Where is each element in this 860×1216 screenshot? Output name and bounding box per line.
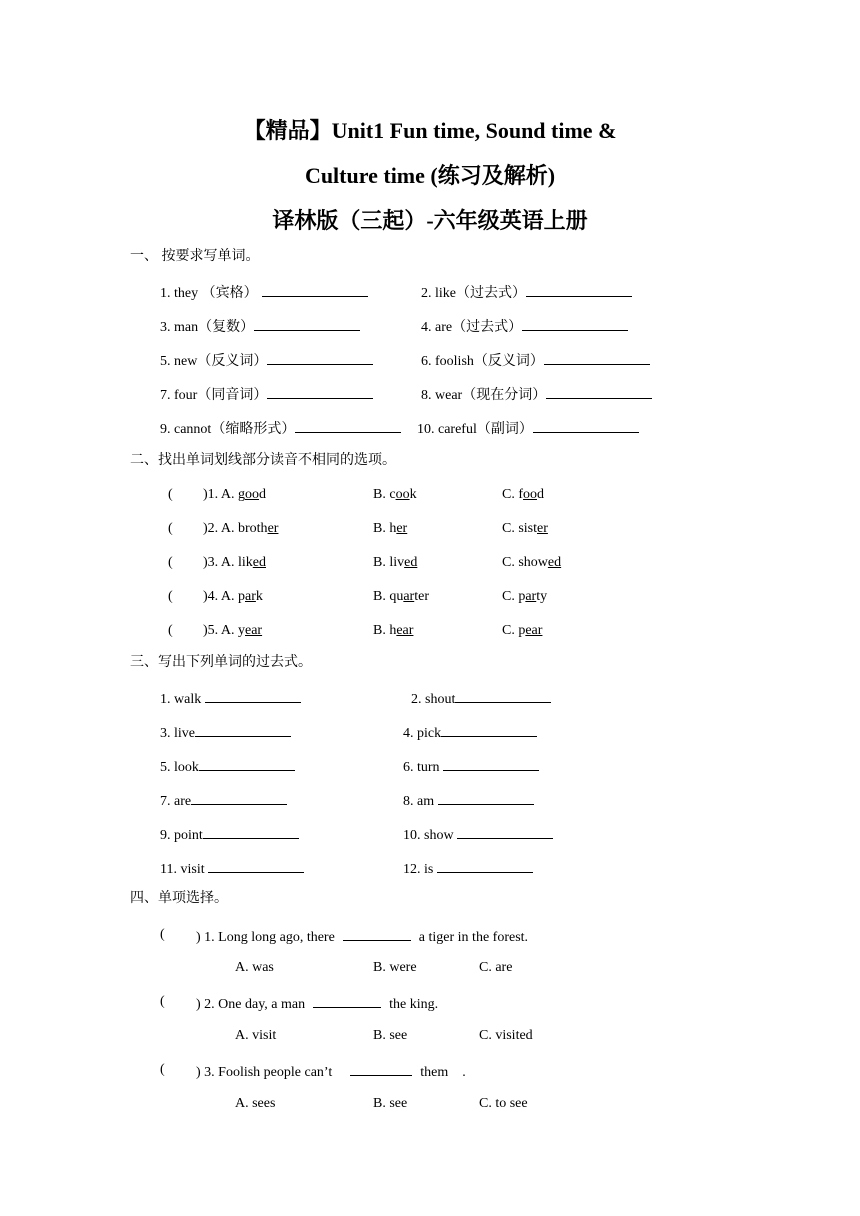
s4-q3-option-b[interactable]: B. see: [373, 1096, 408, 1111]
answer-blank[interactable]: [437, 858, 533, 873]
s1-item-4: 4. are（过去式）: [421, 316, 628, 337]
s3-item-4: 4. pick: [403, 722, 537, 743]
answer-blank[interactable]: [343, 926, 411, 941]
s4-q1-option-a[interactable]: A. was: [235, 960, 274, 975]
s3-item-9: 9. point: [160, 824, 299, 845]
answer-blank[interactable]: [199, 756, 295, 771]
s4-q3-paren: (: [160, 1062, 165, 1077]
answer-blank[interactable]: [544, 350, 650, 365]
s2-row-2-paren: (: [168, 521, 173, 536]
s2-row-3-option-b: B. lived: [373, 555, 418, 570]
answer-blank[interactable]: [208, 858, 304, 873]
s2-row-2-option-a: )2. A. brother: [203, 521, 279, 536]
s2-row-2-option-b: B. her: [373, 521, 408, 536]
s1-item-2: 2. like（过去式）: [421, 282, 632, 303]
s2-row-4-option-c: C. party: [502, 589, 548, 604]
answer-blank[interactable]: [203, 824, 299, 839]
s1-item-3: 3. man（复数）: [160, 316, 360, 337]
s2-row-4-option-a: )4. A. park: [203, 589, 263, 604]
s4-q2-stem: ) 2. One day, a man the king.: [196, 993, 438, 1014]
s2-row-4-paren: (: [168, 589, 173, 604]
answer-blank[interactable]: [295, 418, 401, 433]
answer-blank[interactable]: [350, 1061, 412, 1076]
s3-item-10: 10. show: [403, 824, 553, 845]
answer-blank[interactable]: [191, 790, 287, 805]
s2-row-4-option-b: B. quarter: [373, 589, 429, 604]
answer-blank[interactable]: [195, 722, 291, 737]
answer-blank[interactable]: [443, 756, 539, 771]
s2-row-1-option-c: C. food: [502, 487, 544, 502]
s1-item-1: 1. they （宾格）: [160, 282, 368, 303]
s2-row-5-option-c: C. pear: [502, 623, 543, 638]
answer-blank[interactable]: [526, 282, 632, 297]
s1-item-7: 7. four（同音词）: [160, 384, 373, 405]
s3-item-1: 1. walk: [160, 688, 301, 709]
s2-row-3-option-a: )3. A. liked: [203, 555, 266, 570]
s2-row-5-paren: (: [168, 623, 173, 638]
s4-q1-stem: ) 1. Long long ago, there a tiger in the forest.: [196, 926, 528, 947]
s3-item-6: 6. turn: [403, 756, 539, 777]
s3-item-5: 5. look: [160, 756, 295, 777]
s4-q3-option-c[interactable]: C. to see: [479, 1096, 528, 1111]
s1-item-5: 5. new（反义词）: [160, 350, 373, 371]
s4-q1-option-c[interactable]: C. are: [479, 960, 513, 975]
answer-blank[interactable]: [441, 722, 537, 737]
s4-q2-option-c[interactable]: C. visited: [479, 1028, 533, 1043]
section2-heading: 二、找出单词划线部分读音不相同的选项。: [130, 453, 396, 468]
title-line-3: 译林版（三起）-六年级英语上册: [272, 208, 588, 233]
s3-item-2: 2. shout: [411, 688, 551, 709]
answer-blank[interactable]: [267, 384, 373, 399]
s2-row-3-paren: (: [168, 555, 173, 570]
s1-item-6: 6. foolish（反义词）: [421, 350, 650, 371]
s3-item-11: 11. visit: [160, 858, 304, 879]
s4-q2-option-a[interactable]: A. visit: [235, 1028, 277, 1043]
section3-heading: 三、写出下列单词的过去式。: [130, 655, 312, 670]
section1-heading: 一、 按要求写单词。: [130, 249, 260, 264]
s4-q2-paren: (: [160, 994, 165, 1009]
answer-blank[interactable]: [455, 688, 551, 703]
s3-item-12: 12. is: [403, 858, 533, 879]
s2-row-1-option-b: B. cook: [373, 487, 417, 502]
s1-item-10: 10. careful（副词）: [417, 418, 639, 439]
s3-item-7: 7. are: [160, 790, 287, 811]
s4-q1-option-b[interactable]: B. were: [373, 960, 417, 975]
s2-row-2-option-c: C. sister: [502, 521, 548, 536]
s3-item-3: 3. live: [160, 722, 291, 743]
answer-blank[interactable]: [438, 790, 534, 805]
s4-q3-stem: ) 3. Foolish people can’t them .: [196, 1061, 466, 1082]
s2-row-1-paren: (: [168, 487, 173, 502]
s1-item-9: 9. cannot（缩略形式）: [160, 418, 401, 439]
title-line-2: Culture time (练习及解析): [304, 163, 556, 188]
answer-blank[interactable]: [262, 282, 368, 297]
s4-q1-paren: (: [160, 927, 165, 942]
s2-row-5-option-b: B. hear: [373, 623, 414, 638]
s2-row-1-option-a: )1. A. good: [203, 487, 266, 502]
s1-item-8: 8. wear（现在分词）: [421, 384, 652, 405]
answer-blank[interactable]: [254, 316, 360, 331]
answer-blank[interactable]: [533, 418, 639, 433]
s2-row-5-option-a: )5. A. year: [203, 623, 263, 638]
title-line-1: 【精品】Unit1 Fun time, Sound time &: [243, 118, 617, 143]
answer-blank[interactable]: [522, 316, 628, 331]
answer-blank[interactable]: [313, 993, 381, 1008]
answer-blank[interactable]: [457, 824, 553, 839]
section4-heading: 四、单项选择。: [130, 891, 228, 906]
answer-blank[interactable]: [205, 688, 301, 703]
s3-item-8: 8. am: [403, 790, 534, 811]
s4-q3-option-a[interactable]: A. sees: [235, 1096, 276, 1111]
s2-row-3-option-c: C. showed: [502, 555, 562, 570]
answer-blank[interactable]: [546, 384, 652, 399]
s4-q2-option-b[interactable]: B. see: [373, 1028, 408, 1043]
answer-blank[interactable]: [267, 350, 373, 365]
